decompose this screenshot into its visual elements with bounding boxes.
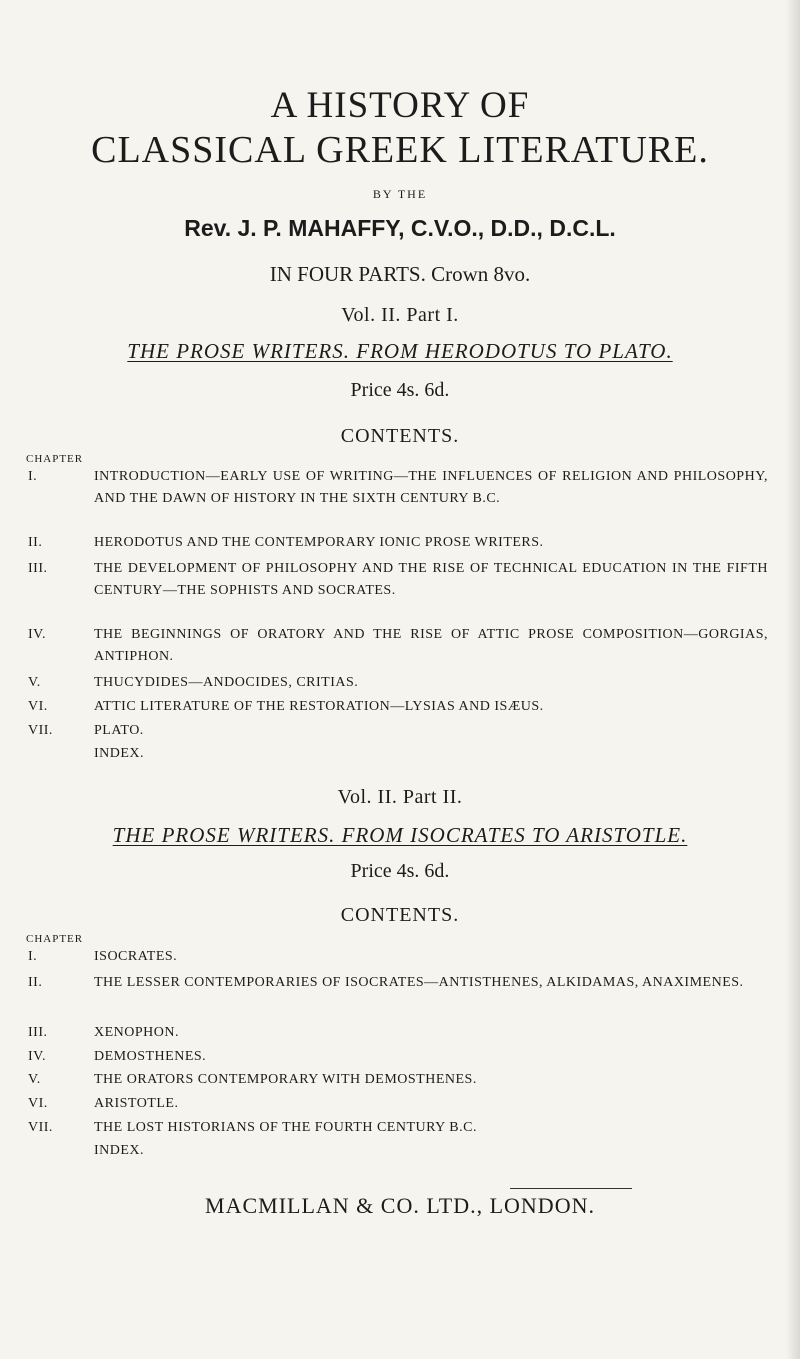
page-edge-shadow — [786, 0, 800, 1359]
volume-heading: Vol. II. Part II. — [337, 786, 463, 808]
chapter-title: ATTIC LITERATURE OF THE RESTORATION—LYSIAS AND ISÆUS. — [94, 699, 544, 714]
chapter-row — [28, 672, 768, 694]
author-name: Rev. J. P. MAHAFFY, C.V.O., D.D., D.C.L. — [184, 215, 616, 241]
chapter-row — [28, 946, 768, 968]
chapter-row — [28, 720, 768, 742]
chapter-number: III. — [28, 1025, 48, 1040]
title-line-2: CLASSICAL GREEK LITERATURE. — [91, 129, 709, 171]
chapter-title: THUCYDIDES—ANDOCIDES, CRITIAS. — [94, 675, 359, 690]
chapter-number: V. — [28, 1072, 41, 1087]
chapter-number: IV. — [28, 1049, 46, 1064]
chapter-number: VI. — [28, 699, 48, 714]
chapter-number: VI. — [28, 1096, 48, 1111]
chapter-number: IV. — [28, 627, 46, 642]
chapter-label: CHAPTER — [26, 453, 84, 465]
chapter-title: THE DEVELOPMENT OF PHILOSOPHY AND THE RISE OF TECHNICAL EDUCATION IN THE FIFTH CENTURY—THE SOPHISTS AND SOCRATES. — [94, 561, 768, 598]
volume-price: Price 4s. 6d. — [350, 860, 450, 882]
chapter-title: THE ORATORS CONTEMPORARY WITH DEMOSTHENES. — [94, 1072, 477, 1087]
publisher-imprint: MACMILLAN & CO. LTD., LONDON. — [205, 1193, 595, 1218]
chapter-number: I. — [28, 949, 38, 964]
chapter-row — [28, 696, 768, 718]
chapter-row — [28, 558, 768, 602]
volume-subtitle: THE PROSE WRITERS. FROM ISOCRATES TO ARISTOTLE. — [112, 823, 688, 847]
chapter-number: I. — [28, 469, 38, 484]
chapter-title: INTRODUCTION—EARLY USE OF WRITING—THE INFLUENCES OF RELIGION AND PHILOSOPHY, AND THE DAWN OF HISTORY IN THE SIXTH CENTURY B.C. — [94, 469, 768, 506]
by-line: BY THE — [372, 187, 428, 201]
chapter-row — [28, 532, 768, 554]
chapter-number: VII. — [28, 1120, 53, 1135]
chapter-row — [28, 1046, 768, 1068]
chapter-row — [28, 972, 768, 994]
chapter-row — [28, 1093, 768, 1115]
chapter-number: V. — [28, 675, 41, 690]
chapter-row — [28, 624, 768, 668]
chapter-title: DEMOSTHENES. — [94, 1049, 207, 1064]
contents-heading: CONTENTS. — [340, 425, 460, 447]
chapter-label: CHAPTER — [26, 933, 84, 945]
chapter-number: III. — [28, 561, 48, 576]
chapter-row — [28, 1069, 768, 1091]
chapter-title: XENOPHON. — [94, 1025, 179, 1040]
chapter-title: ISOCRATES. — [94, 949, 178, 964]
volume-subtitle: THE PROSE WRITERS. FROM HERODOTUS TO PLATO. — [127, 339, 673, 363]
chapter-row — [28, 1140, 768, 1162]
chapter-title: THE LOST HISTORIANS OF THE FOURTH CENTURY B.C. — [94, 1120, 477, 1135]
volume-heading: Vol. II. Part I. — [341, 304, 459, 326]
title-line-1: A HISTORY OF — [270, 85, 530, 126]
chapter-title: ARISTOTLE. — [94, 1096, 179, 1111]
edition-info: IN FOUR PARTS. Crown 8vo. — [269, 262, 531, 286]
chapter-row — [28, 1022, 768, 1044]
chapter-number: II. — [28, 535, 43, 550]
chapter-title: INDEX. — [94, 1143, 145, 1158]
chapter-title: THE LESSER CONTEMPORARIES OF ISOCRATES—ANTISTHENES, ALKIDAMAS, ANAXIMENES. — [94, 975, 744, 990]
volume-price: Price 4s. 6d. — [350, 379, 450, 401]
chapter-row — [28, 466, 768, 510]
chapter-title: PLATO. — [94, 723, 144, 738]
chapter-title: THE BEGINNINGS OF ORATORY AND THE RISE OF ATTIC PROSE COMPOSITION—GORGIAS, ANTIPHON. — [94, 627, 768, 664]
chapter-title: HERODOTUS AND THE CONTEMPORARY IONIC PROSE WRITERS. — [94, 535, 544, 550]
contents-heading: CONTENTS. — [340, 904, 460, 926]
chapter-title: INDEX. — [94, 746, 145, 761]
divider-rule — [510, 1188, 632, 1189]
chapter-row — [28, 1117, 768, 1139]
chapter-row — [28, 743, 768, 765]
chapter-number: II. — [28, 975, 43, 990]
chapter-number: VII. — [28, 723, 53, 738]
